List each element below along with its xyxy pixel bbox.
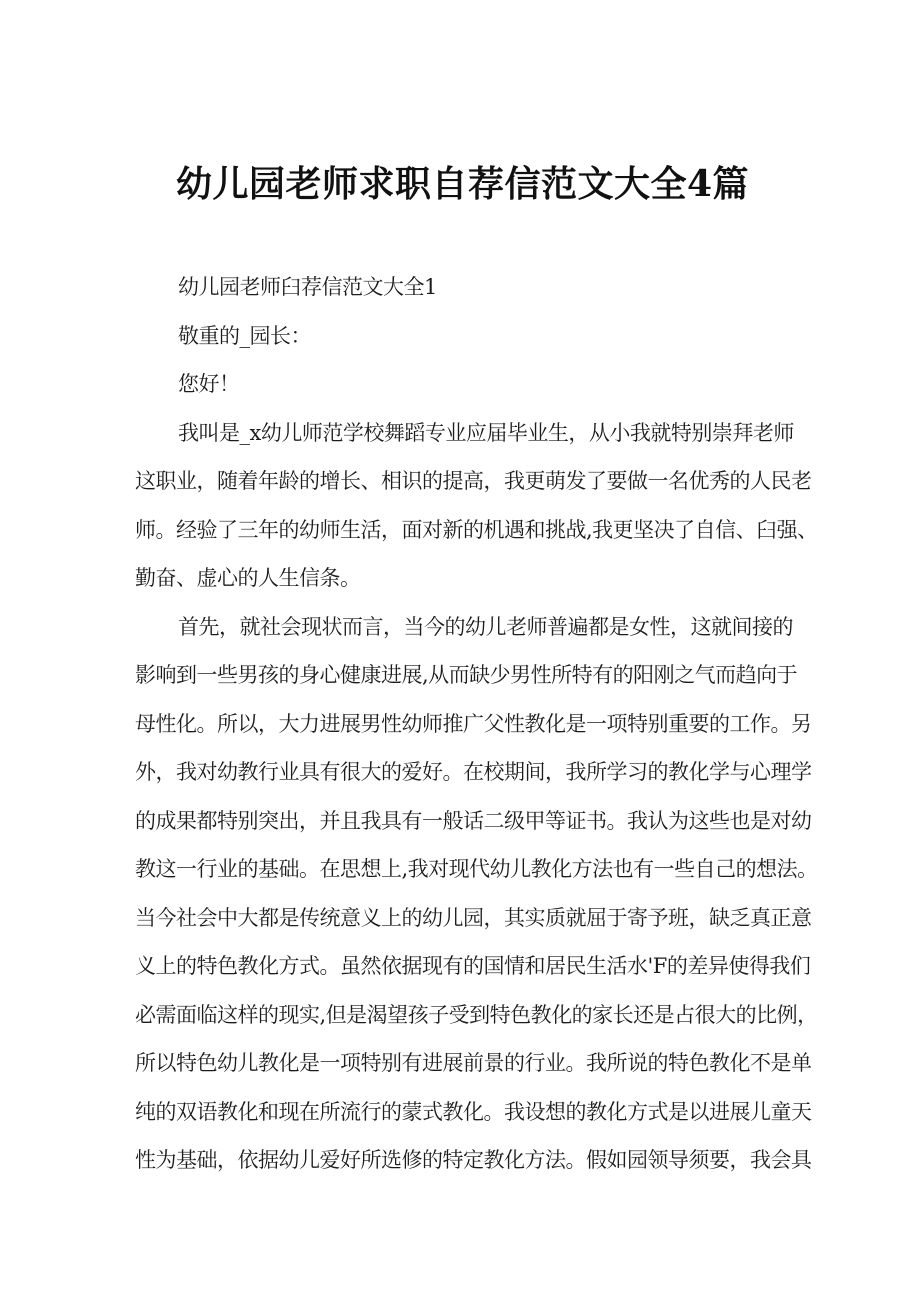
document-body	[135, 263, 835, 1185]
doc-line: 我叫是_x幼儿师范学校舞蹈专业应届毕业生，从小我就特别崇拜老师	[178, 420, 794, 445]
doc-section-heading: 幼儿园老师臼荐信范文大全1	[178, 275, 437, 299]
doc-line: 首先，就社会现状而言，当今的幼儿老师普遍都是女性，这就间接的	[178, 614, 793, 639]
doc-line: 母性化。所以，大力进展男性幼师推广父性教化是一项特别重要的工作。另	[135, 711, 812, 736]
doc-greeting: 您好！	[178, 372, 240, 396]
doc-line: 师。经验了三年的幼师生活，面对新的机遇和挑战,我更坚决了自信、臼强、	[135, 517, 818, 542]
doc-line: 这职业，随着年龄的增长、相识的提高，我更萌发了要做一名优秀的人民老	[135, 469, 812, 493]
doc-line: 义上的特色教化方式。虽然依据现有的国情和居民生活水'F的差异使得我们	[135, 954, 811, 978]
doc-line: 性为基础，依据幼儿爱好所选修的特定教化方法。假如园领导须要，我会具	[135, 1148, 812, 1172]
document-title: 幼儿园老师求职自荐信范文大全4篇	[176, 163, 750, 206]
doc-line: 所以特色幼儿教化是一项特别有进展前景的行业。我所说的特色教化不是单	[135, 1051, 812, 1075]
doc-line: 教这一行业的基础。在思想上,我对现代幼儿教化方法也有一些自己的想法。	[135, 857, 818, 881]
doc-line: 勤奋、虚心的人生信条。	[135, 566, 361, 590]
doc-line: 纯的双语教化和现在所流行的蒙式教化。我设想的教化方式是以进展儿童天	[135, 1099, 812, 1124]
doc-line: 影响到一些男孩的身心健康进展,从而缺少男性所特有的阳刚之气而趋向于	[135, 663, 798, 687]
doc-salutation: 敬重的_园长：	[178, 323, 311, 348]
doc-line: 当今社会中大都是传统意义上的幼儿园，其实质就屈于寄予班，缺乏真正意	[135, 905, 812, 930]
doc-line: 的成果都特别突出，并且我具有一般话二级甲等证书。我认为这些也是对幼	[135, 808, 812, 833]
doc-line: 必需面临这样的现实,但是渴望孩子受到特色教化的家长还是占很大的比例，	[135, 1002, 818, 1027]
doc-line: 外，我对幼教行业具有很大的爱好。在校期间，我所学习的教化学与心理学	[135, 760, 812, 784]
